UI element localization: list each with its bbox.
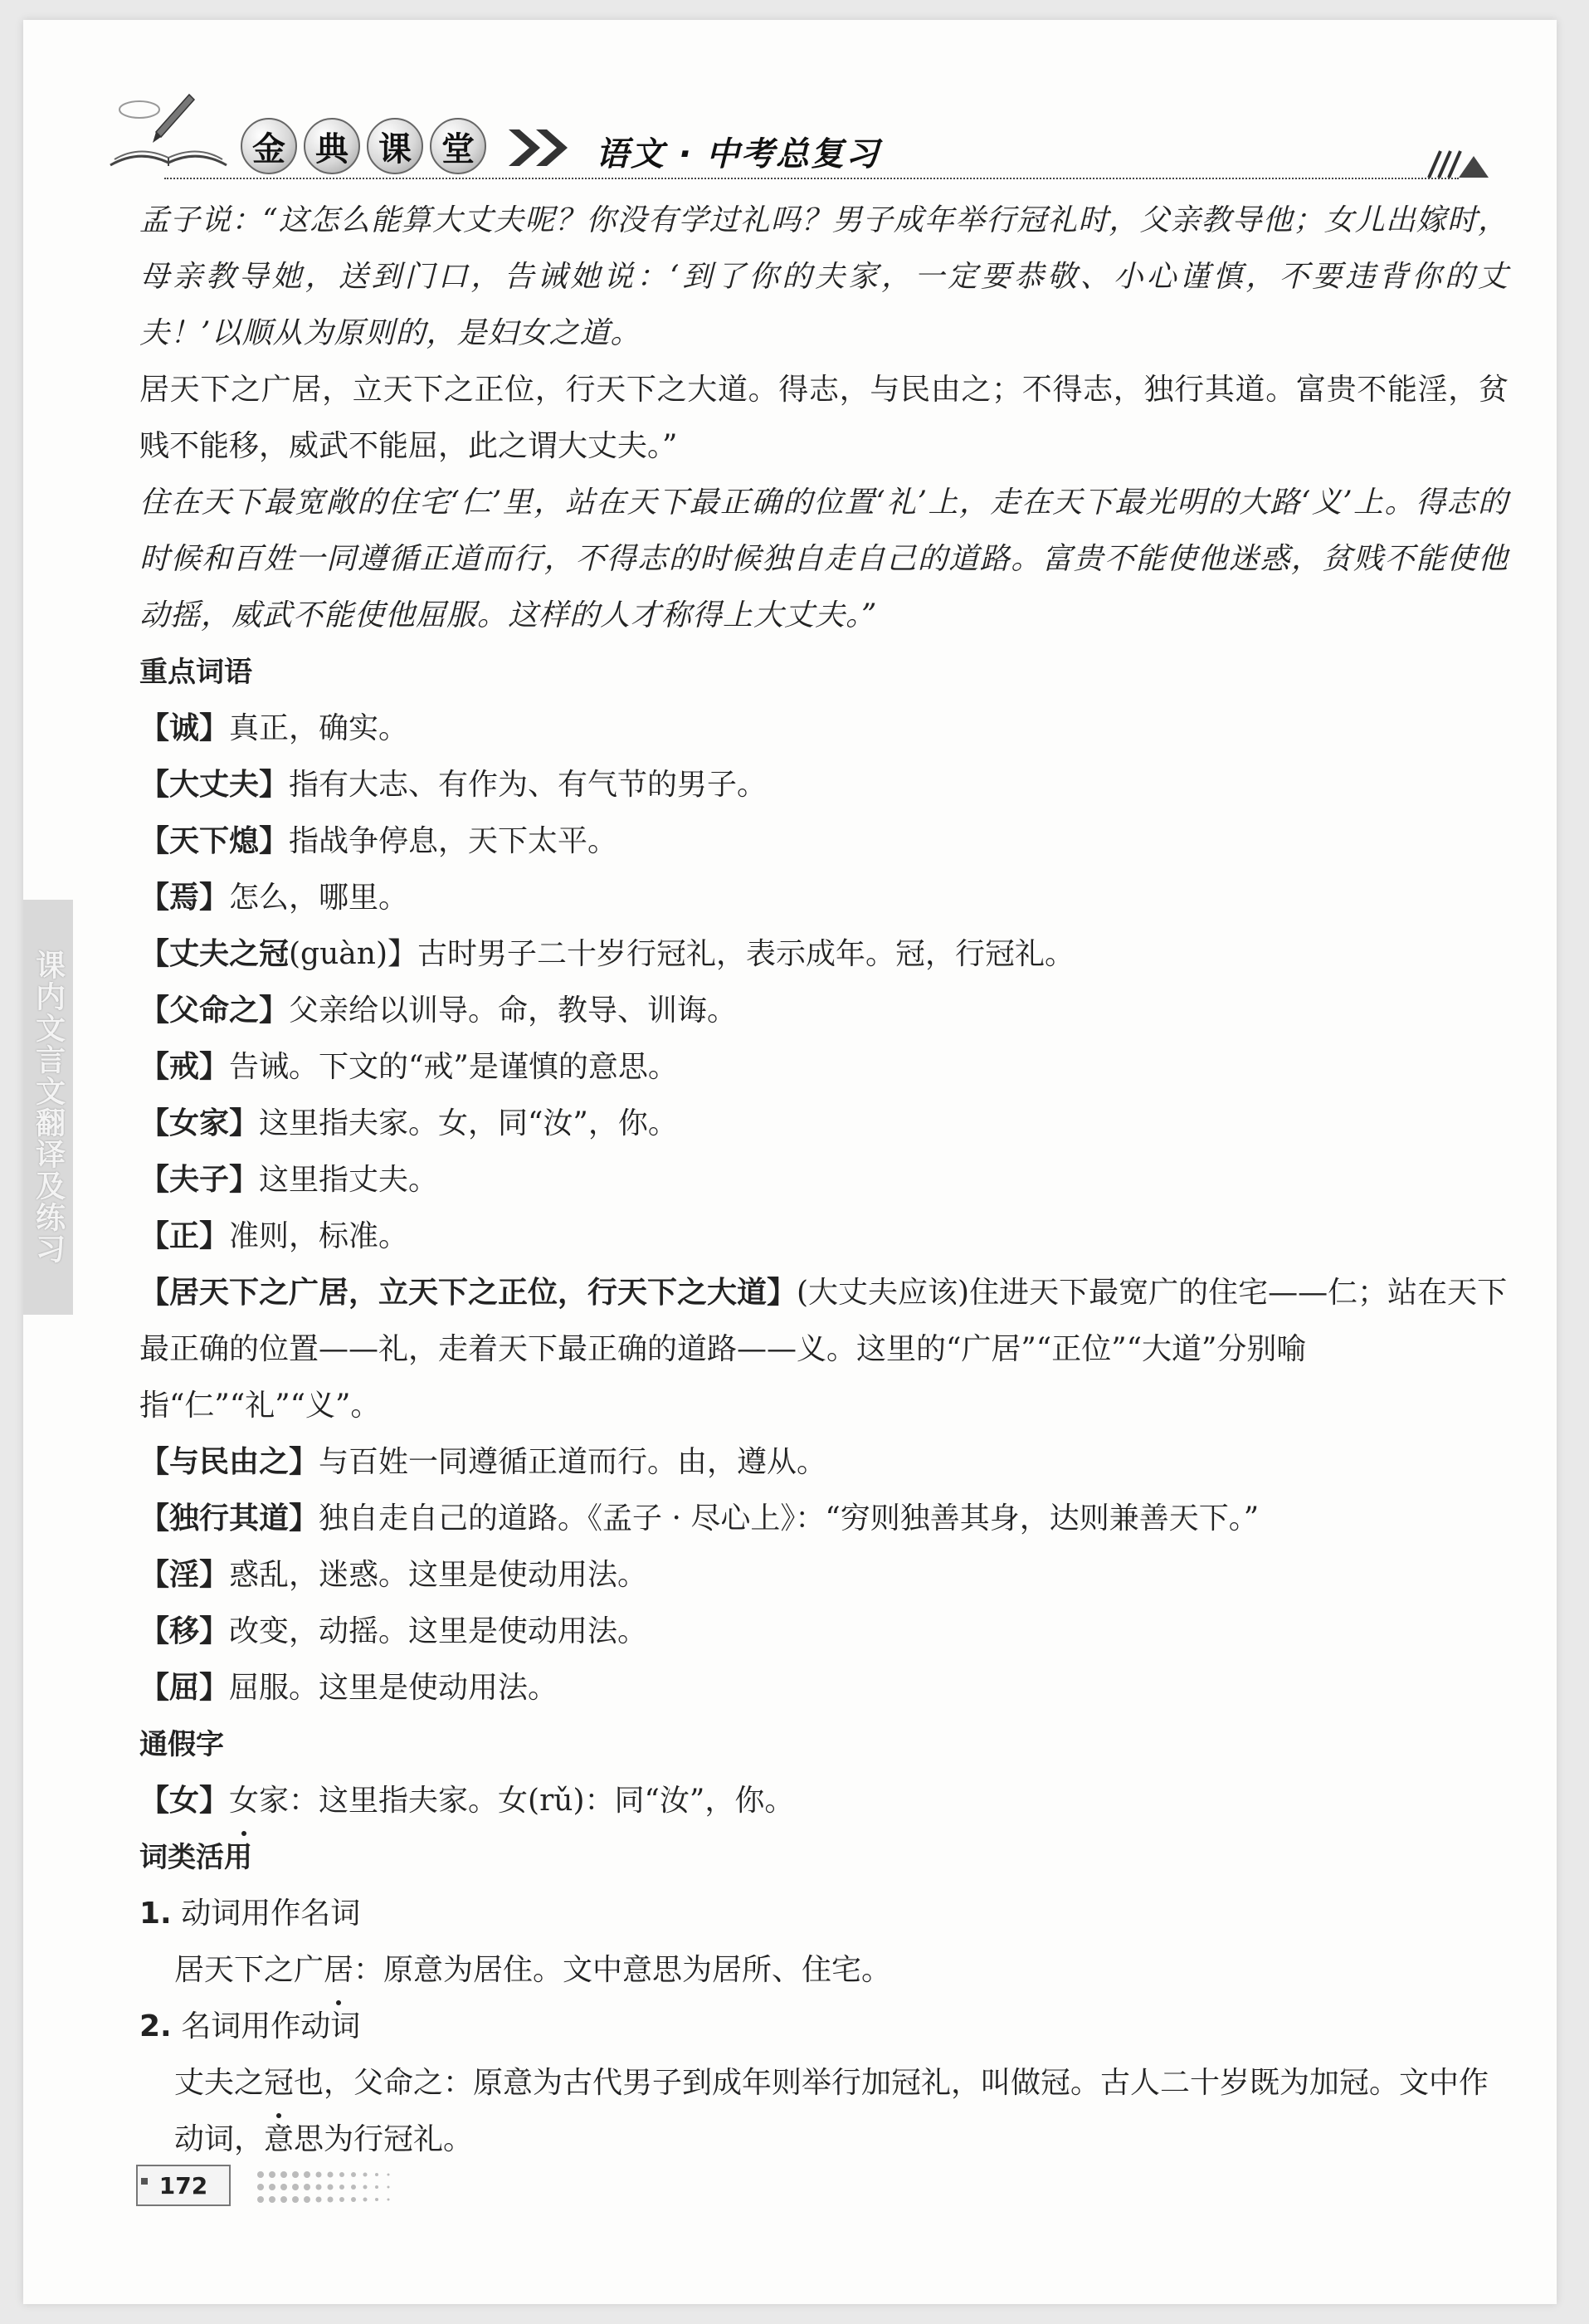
side-tab-label: 课内文言文翻译及练习: [31, 950, 66, 1265]
header-divider: [164, 178, 1459, 179]
tongjia-entry: [139, 1773, 1509, 1829]
entry-term: 【淫】: [139, 1558, 230, 1592]
entry-term: 【移】: [139, 1614, 230, 1648]
side-tab: [23, 900, 73, 1315]
section-heading-key-words: 重点词语: [139, 656, 252, 689]
list-item: [139, 1096, 1509, 1152]
entry-term: 【焉】: [139, 881, 230, 915]
emphasis-dot-char: 居: [324, 1942, 353, 1999]
list-item: [139, 1039, 1509, 1096]
document-page: [23, 20, 1557, 2304]
list-item: [139, 1491, 1509, 1547]
entry-term: 【丈夫之冠: [139, 937, 290, 971]
cilei-example: [139, 2055, 1509, 2168]
cilei-subheading: [139, 1999, 1509, 2055]
brand-char: 堂: [430, 118, 486, 174]
entry-term: 【父命之】: [139, 994, 290, 1028]
item-title: 名词用作动词: [181, 2009, 361, 2043]
entry-term: 【大丈夫】: [139, 768, 290, 802]
entry-term: 【居天下之广居，立天下之正位，行天下之大道】: [139, 1276, 797, 1310]
item-number: 2.: [139, 2009, 172, 2043]
entry-term: 【屈】: [139, 1671, 230, 1705]
entry-term: 【诚】: [139, 711, 230, 745]
entry-text: (大丈夫应该)住进天下最宽广的住宅——仁；站在天下最正确的位置——礼，走着天下最正确的道路——义。这里的“广居”“正位”“大道”分别喻指“仁”“礼”“义”。: [139, 1276, 1508, 1423]
entry-text: 这里指夫家。女，同“汝”，你。: [259, 1106, 678, 1140]
entry-text: 改变，动摇。这里是使动用法。: [229, 1614, 648, 1648]
section-heading-tongjia: 通假字: [139, 1728, 224, 1761]
entry-text: 怎么，哪里。: [229, 881, 409, 915]
list-item: [139, 1434, 1509, 1491]
example-text: 居天下之广: [174, 1953, 324, 1987]
list-item: [139, 1265, 1509, 1434]
entry-text: 与百姓一同遵循正道而行。由，遵从。: [319, 1445, 827, 1479]
list-item: [139, 757, 1509, 813]
entry-term: 【正】: [139, 1219, 230, 1253]
double-chevron-icon: [504, 123, 579, 173]
example-text: 丈夫之: [174, 2066, 265, 2100]
list-item: [139, 1208, 1509, 1265]
list-item: [139, 870, 1509, 926]
item-title: 动词用作名词: [181, 1897, 361, 1931]
item-number: 1.: [139, 1897, 172, 1931]
list-item: [139, 1547, 1509, 1604]
dot-pattern-decoration: [256, 2166, 422, 2208]
entry-term: 【女家】: [139, 1106, 260, 1140]
subject-title: 语文 · 中考总复习: [596, 135, 881, 173]
entry-text: 准则，标准。: [229, 1219, 409, 1253]
cilei-example: [139, 1942, 1509, 1999]
entry-text: (guàn)】古时男子二十岁行冠礼，表示成年。冠，行冠礼。: [289, 937, 1075, 971]
entry-text: 告诫。下文的“戒”是谨慎的意思。: [229, 1050, 678, 1084]
brand-char: 金: [241, 118, 297, 174]
list-item: [139, 701, 1509, 757]
entry-text: 父亲给以训导。命，教导、训诲。: [289, 994, 738, 1028]
example-text: 也，父命之：原意为古代男子到成年则举行加冠礼，叫做冠。古人二十岁既为加冠。文中作动词，意思为行冠礼。: [174, 2066, 1489, 2156]
entry-text: 屈服。这里是使动用法。: [229, 1671, 558, 1705]
section-heading-cilei: 词类活用: [139, 1841, 252, 1874]
emphasis-dot-char: 冠: [264, 2055, 294, 2112]
entry-term: 【夫子】: [139, 1163, 260, 1197]
cilei-subheading: [139, 1886, 1509, 1942]
list-item: [139, 926, 1509, 983]
key-words-list: [139, 701, 1509, 1716]
brand-char: 典: [304, 118, 360, 174]
emphasis-dot-char: 女: [229, 1773, 259, 1829]
entry-text: 指战争停息，天下太平。: [289, 824, 618, 858]
entry-text: 惑乱，迷惑。这里是使动用法。: [229, 1558, 648, 1592]
entry-term: 【与民由之】: [139, 1445, 319, 1479]
list-item: [139, 813, 1509, 870]
translation-paragraph: 孟子说：“这怎么能算大丈夫呢？你没有学过礼吗？男子成年举行冠礼时，父亲教导他；女儿出嫁时，母亲教导她，送到门口，告诫她说：‘到了你的夫家，一定要恭敬、小心谨慎，不要违背你的丈夫！’以顺从为原则的，是妇女之道。: [139, 203, 1509, 350]
entry-text: 家：这里指夫家。女(rǔ)：同“汝”，你。: [259, 1784, 795, 1818]
translation-paragraph: 住在天下最宽敞的住宅‘仁’里，站在天下最正确的位置‘礼’上，走在天下最光明的大路‘义’上。得志的时候和百姓一同遵循正道而行，不得志的时候独自走自己的道路。富贵不能使他迷惑，贫贱不能使他动摇，威武不能使他屈服。这样的人才称得上大丈夫。”: [139, 486, 1509, 632]
brand-title: [241, 118, 486, 174]
list-item: [139, 1152, 1509, 1208]
main-content: [139, 193, 1509, 2168]
page-number-tick: [141, 2178, 148, 2185]
entry-text: 独自走自己的道路。《孟子 · 尽心上》：“穷则独善其身，达则兼善天下。”: [319, 1501, 1260, 1536]
entry-text: 真正，确实。: [229, 711, 409, 745]
list-item: [139, 1604, 1509, 1660]
corner-stripes-icon: [1426, 144, 1492, 181]
page-number: 172: [136, 2165, 231, 2206]
entry-term: 【女】: [139, 1784, 230, 1818]
example-text: ：原意为居住。文中意思为居所、住宅。: [353, 1953, 892, 1987]
original-text-paragraph: 居天下之广居，立天下之正位，行天下之大道。得志，与民由之；不得志，独行其道。富贵不能淫，贫贱不能移，威武不能屈，此之谓大丈夫。”: [139, 373, 1509, 463]
brand-char: 课: [367, 118, 423, 174]
page-header: [23, 20, 1557, 173]
list-item: [139, 1660, 1509, 1716]
list-item: [139, 983, 1509, 1039]
book-logo-icon: [106, 86, 231, 186]
entry-term: 【天下熄】: [139, 824, 290, 858]
entry-text: 指有大志、有作为、有气节的男子。: [289, 768, 768, 802]
entry-term: 【独行其道】: [139, 1501, 319, 1536]
entry-text: 这里指丈夫。: [259, 1163, 439, 1197]
entry-term: 【戒】: [139, 1050, 230, 1084]
